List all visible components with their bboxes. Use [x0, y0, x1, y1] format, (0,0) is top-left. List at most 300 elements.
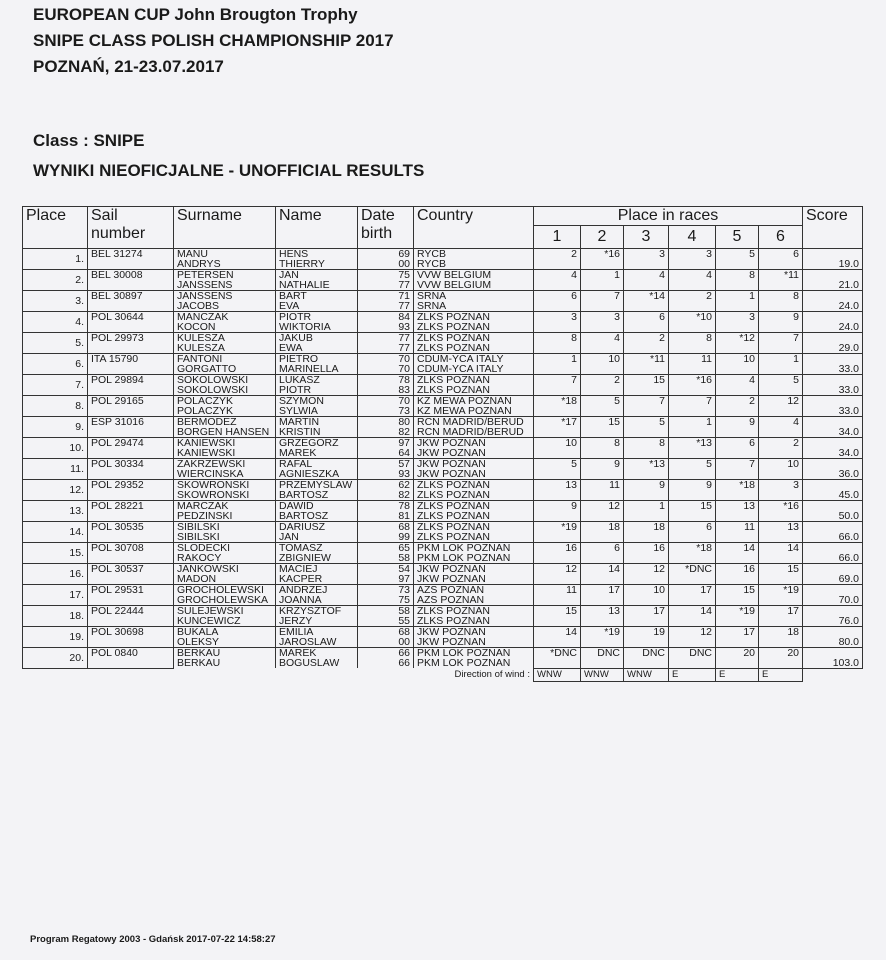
birth-cell: 54 [358, 564, 414, 575]
race-result-cell: 2 [669, 291, 716, 312]
race-number-header: 3 [624, 226, 669, 249]
country-cell: RCN MADRID/BERUD [414, 427, 534, 438]
race-result-cell: 6 [534, 291, 581, 312]
place-cell: 19. [23, 627, 88, 648]
surname-cell: RAKOCY [174, 553, 276, 564]
surname-cell: BORGEN HANSEN [174, 427, 276, 438]
race-result-cell: 15 [534, 606, 581, 627]
birth-cell: 84 [358, 312, 414, 323]
race-result-cell: 9 [759, 312, 803, 333]
wind-direction-value: WNW [534, 668, 581, 681]
table-row [23, 438, 863, 449]
score-cell: 24.0 [803, 312, 863, 333]
surname-cell: SULEJEWSKI [174, 606, 276, 617]
col-header-date-line1: Date [361, 207, 395, 224]
country-cell: JKW POZNAN [414, 459, 534, 470]
birth-cell: 66 [358, 658, 414, 668]
race-result-cell: 16 [534, 543, 581, 564]
race-result-cell: 1 [669, 417, 716, 438]
country-cell: VVW BELGIUM [414, 270, 534, 281]
score-cell: 80.0 [803, 627, 863, 648]
country-cell: RCN MADRID/BERUD [414, 417, 534, 428]
surname-cell: POLACZYK [174, 396, 276, 407]
race-result-cell: 9 [534, 501, 581, 522]
score-cell: 24.0 [803, 291, 863, 312]
score-cell: 34.0 [803, 438, 863, 459]
name-cell: MARINELLA [276, 364, 358, 375]
race-result-cell: 3 [759, 480, 803, 501]
place-cell: 3. [23, 291, 88, 312]
sail-number-cell: POL 30537 [88, 564, 174, 585]
name-cell: MARTIN [276, 417, 358, 428]
race-result-cell: 7 [716, 459, 759, 480]
race-result-cell: *11 [624, 354, 669, 375]
name-cell: JOANNA [276, 595, 358, 606]
name-cell: RAFAL [276, 459, 358, 470]
place-cell: 11. [23, 459, 88, 480]
race-result-cell: 2 [624, 333, 669, 354]
place-cell: 8. [23, 396, 88, 417]
race-result-cell: 4 [624, 270, 669, 291]
place-cell: 14. [23, 522, 88, 543]
sail-number-cell: POL 29894 [88, 375, 174, 396]
race-result-cell: 1 [716, 291, 759, 312]
sail-number-cell: POL 0840 [88, 648, 174, 669]
birth-cell: 77 [358, 280, 414, 291]
country-cell: PKM LOK POZNAN [414, 543, 534, 554]
birth-cell: 66 [358, 648, 414, 659]
name-cell: GRZEGORZ [276, 438, 358, 449]
place-cell: 5. [23, 333, 88, 354]
surname-cell: SLODECKI [174, 543, 276, 554]
race-result-cell: 4 [669, 270, 716, 291]
race-result-cell: 3 [581, 312, 624, 333]
event-location-date: POZNAŃ, 21-23.07.2017 [33, 57, 224, 76]
birth-cell: 64 [358, 448, 414, 459]
birth-cell: 00 [358, 259, 414, 270]
country-cell: ZLKS POZNAN [414, 312, 534, 323]
sail-number-cell: POL 30698 [88, 627, 174, 648]
table-row [23, 417, 863, 428]
race-result-cell: 17 [581, 585, 624, 606]
race-result-cell: 4 [534, 270, 581, 291]
name-cell: LUKASZ [276, 375, 358, 386]
table-row [23, 396, 863, 407]
name-cell: KRISTIN [276, 427, 358, 438]
surname-cell: JACOBS [174, 301, 276, 312]
score-cell: 69.0 [803, 564, 863, 585]
place-cell: 18. [23, 606, 88, 627]
name-cell: THIERRY [276, 259, 358, 270]
race-result-cell: *18 [534, 396, 581, 417]
race-result-cell: 5 [534, 459, 581, 480]
sail-number-cell: POL 29531 [88, 585, 174, 606]
place-cell: 16. [23, 564, 88, 585]
race-result-cell: 5 [716, 249, 759, 270]
surname-cell: JANKOWSKI [174, 564, 276, 575]
country-cell: PKM LOK POZNAN [414, 648, 534, 659]
race-result-cell: 14 [716, 543, 759, 564]
name-cell: BARTOSZ [276, 490, 358, 501]
race-result-cell: 7 [624, 396, 669, 417]
birth-cell: 97 [358, 438, 414, 449]
race-result-cell: 1 [624, 501, 669, 522]
table-row [23, 585, 863, 596]
race-result-cell: 15 [716, 585, 759, 606]
race-result-cell: 3 [669, 249, 716, 270]
score-cell: 36.0 [803, 459, 863, 480]
surname-cell: KOCON [174, 322, 276, 333]
country-cell: ZLKS POZNAN [414, 522, 534, 533]
surname-cell: GROCHOLEWSKA [174, 595, 276, 606]
name-cell: BARTOSZ [276, 511, 358, 522]
race-result-cell: *11 [759, 270, 803, 291]
birth-cell: 83 [358, 385, 414, 396]
birth-cell: 62 [358, 480, 414, 491]
race-result-cell: *14 [624, 291, 669, 312]
country-cell: KZ MEWA POZNAN [414, 406, 534, 417]
score-cell: 19.0 [803, 249, 863, 270]
name-cell: TOMASZ [276, 543, 358, 554]
name-cell: JAN [276, 532, 358, 543]
race-result-cell: 12 [534, 564, 581, 585]
sail-number-cell: BEL 31274 [88, 249, 174, 270]
surname-cell: SOKOLOWSKI [174, 375, 276, 386]
race-result-cell: *DNC [669, 564, 716, 585]
country-cell: ZLKS POZNAN [414, 511, 534, 522]
race-result-cell: 13 [534, 480, 581, 501]
score-cell: 29.0 [803, 333, 863, 354]
race-result-cell: 5 [759, 375, 803, 396]
race-result-cell: 6 [716, 438, 759, 459]
surname-cell: FANTONI [174, 354, 276, 365]
place-cell: 12. [23, 480, 88, 501]
country-cell: SRNA [414, 291, 534, 302]
wind-row-spacer [803, 668, 863, 681]
race-result-cell: 6 [581, 543, 624, 564]
race-result-cell: 6 [759, 249, 803, 270]
sail-number-cell: BEL 30008 [88, 270, 174, 291]
birth-cell: 73 [358, 406, 414, 417]
race-result-cell: 4 [759, 417, 803, 438]
name-cell: ANDRZEJ [276, 585, 358, 596]
race-number-header: 2 [581, 226, 624, 249]
race-result-cell: 13 [716, 501, 759, 522]
race-result-cell: *19 [581, 627, 624, 648]
name-cell: PIOTR [276, 385, 358, 396]
birth-cell: 97 [358, 574, 414, 585]
name-cell: KRZYSZTOF [276, 606, 358, 617]
race-result-cell: *19 [716, 606, 759, 627]
race-result-cell: 13 [581, 606, 624, 627]
place-cell: 10. [23, 438, 88, 459]
race-result-cell: DNC [581, 648, 624, 669]
surname-cell: ZAKRZEWSKI [174, 459, 276, 470]
sail-number-cell: POL 30708 [88, 543, 174, 564]
country-cell: JKW POZNAN [414, 574, 534, 585]
surname-cell: POLACZYK [174, 406, 276, 417]
birth-cell: 78 [358, 375, 414, 386]
name-cell: NATHALIE [276, 280, 358, 291]
race-result-cell: 17 [624, 606, 669, 627]
country-cell: SRNA [414, 301, 534, 312]
surname-cell: MANU [174, 249, 276, 260]
col-header-surname: Surname [174, 207, 276, 249]
race-result-cell: 18 [581, 522, 624, 543]
race-result-cell: *10 [669, 312, 716, 333]
table-row [23, 291, 863, 302]
table-row [23, 333, 863, 344]
country-cell: ZLKS POZNAN [414, 322, 534, 333]
place-cell: 4. [23, 312, 88, 333]
table-row [23, 606, 863, 617]
country-cell: ZLKS POZNAN [414, 490, 534, 501]
country-cell: CDUM-YCA ITALY [414, 354, 534, 365]
country-cell: ZLKS POZNAN [414, 532, 534, 543]
sail-number-cell: POL 30334 [88, 459, 174, 480]
birth-cell: 71 [358, 291, 414, 302]
race-result-cell: *16 [669, 375, 716, 396]
table-row [23, 543, 863, 554]
wind-direction-value: E [759, 668, 803, 681]
name-cell: BOGUSLAW [276, 658, 358, 668]
birth-cell: 80 [358, 417, 414, 428]
sail-number-cell: POL 22444 [88, 606, 174, 627]
sail-number-cell: POL 29973 [88, 333, 174, 354]
col-header-sail-line2: number [91, 225, 146, 242]
score-cell: 33.0 [803, 354, 863, 375]
surname-cell: BERKAU [174, 648, 276, 659]
wind-row-spacer [23, 668, 358, 681]
table-row [23, 249, 863, 260]
birth-cell: 82 [358, 490, 414, 501]
table-row [23, 270, 863, 281]
footer-program-info: Program Regatowy 2003 - Gdańsk 2017-07-22 14:58:27 [30, 934, 276, 945]
birth-cell: 75 [358, 270, 414, 281]
race-result-cell: *16 [581, 249, 624, 270]
race-result-cell: 12 [669, 627, 716, 648]
surname-cell: OLEKSY [174, 637, 276, 648]
class-label: Class : SNIPE [33, 131, 145, 150]
country-cell: AZS POZNAN [414, 585, 534, 596]
birth-cell: 81 [358, 511, 414, 522]
place-cell: 1. [23, 249, 88, 270]
table-row [23, 564, 863, 575]
race-result-cell: 20 [759, 648, 803, 669]
race-result-cell: 14 [669, 606, 716, 627]
col-header-sail [88, 207, 174, 249]
country-cell: VVW BELGIUM [414, 280, 534, 291]
race-result-cell: 10 [534, 438, 581, 459]
race-result-cell: 7 [759, 333, 803, 354]
race-result-cell: *DNC [534, 648, 581, 669]
country-cell: ZLKS POZNAN [414, 385, 534, 396]
name-cell: MACIEJ [276, 564, 358, 575]
col-header-sail-line1: Sail [91, 207, 118, 224]
name-cell: DARIUSZ [276, 522, 358, 533]
score-cell: 33.0 [803, 375, 863, 396]
surname-cell: GROCHOLEWSKI [174, 585, 276, 596]
birth-cell: 00 [358, 637, 414, 648]
race-result-cell: 16 [624, 543, 669, 564]
birth-cell: 82 [358, 427, 414, 438]
country-cell: KZ MEWA POZNAN [414, 396, 534, 407]
race-result-cell: 5 [624, 417, 669, 438]
table-row [23, 522, 863, 533]
race-result-cell: *19 [759, 585, 803, 606]
surname-cell: BUKALA [174, 627, 276, 638]
race-result-cell: 2 [581, 375, 624, 396]
race-result-cell: 10 [624, 585, 669, 606]
score-cell: 33.0 [803, 396, 863, 417]
name-cell: ZBIGNIEW [276, 553, 358, 564]
col-header-date [358, 207, 414, 249]
birth-cell: 57 [358, 459, 414, 470]
name-cell: JERZY [276, 616, 358, 627]
name-cell: WIKTORIA [276, 322, 358, 333]
score-cell: 103.0 [803, 648, 863, 669]
place-cell: 17. [23, 585, 88, 606]
race-result-cell: 11 [581, 480, 624, 501]
race-result-cell: 2 [716, 396, 759, 417]
race-result-cell: 12 [759, 396, 803, 417]
country-cell: ZLKS POZNAN [414, 375, 534, 386]
birth-cell: 58 [358, 553, 414, 564]
surname-cell: KULESZA [174, 343, 276, 354]
race-result-cell: 8 [624, 438, 669, 459]
name-cell: EVA [276, 301, 358, 312]
wind-direction-value: E [716, 668, 759, 681]
surname-cell: WIERCINSKA [174, 469, 276, 480]
race-result-cell: 8 [716, 270, 759, 291]
birth-cell: 77 [358, 343, 414, 354]
name-cell: PRZEMYSLAW [276, 480, 358, 491]
table-row [23, 501, 863, 512]
score-cell: 70.0 [803, 585, 863, 606]
race-result-cell: DNC [669, 648, 716, 669]
race-result-cell: 14 [581, 564, 624, 585]
surname-cell: GORGATTO [174, 364, 276, 375]
table-row [23, 459, 863, 470]
name-cell: JAROSLAW [276, 637, 358, 648]
race-result-cell: 10 [716, 354, 759, 375]
birth-cell: 55 [358, 616, 414, 627]
surname-cell: MARCZAK [174, 501, 276, 512]
race-result-cell: 9 [624, 480, 669, 501]
race-result-cell: 13 [759, 522, 803, 543]
country-cell: JKW POZNAN [414, 438, 534, 449]
surname-cell: BERKAU [174, 658, 276, 668]
race-result-cell: 14 [759, 543, 803, 564]
race-number-header: 4 [669, 226, 716, 249]
race-number-header: 6 [759, 226, 803, 249]
country-cell: ZLKS POZNAN [414, 501, 534, 512]
race-result-cell: 1 [759, 354, 803, 375]
birth-cell: 99 [358, 532, 414, 543]
race-result-cell: *12 [716, 333, 759, 354]
place-cell: 13. [23, 501, 88, 522]
name-cell: JAKUB [276, 333, 358, 344]
birth-cell: 77 [358, 301, 414, 312]
race-result-cell: 3 [624, 249, 669, 270]
place-cell: 2. [23, 270, 88, 291]
name-cell: EMILIA [276, 627, 358, 638]
birth-cell: 77 [358, 333, 414, 344]
race-result-cell: 1 [534, 354, 581, 375]
name-cell: EWA [276, 343, 358, 354]
place-cell: 6. [23, 354, 88, 375]
country-cell: JKW POZNAN [414, 564, 534, 575]
birth-cell: 70 [358, 364, 414, 375]
country-cell: ZLKS POZNAN [414, 606, 534, 617]
name-cell: AGNIESZKA [276, 469, 358, 480]
place-cell: 20. [23, 648, 88, 669]
birth-cell: 93 [358, 322, 414, 333]
surname-cell: JANSSENS [174, 280, 276, 291]
country-cell: ZLKS POZNAN [414, 333, 534, 344]
race-result-cell: DNC [624, 648, 669, 669]
wind-direction-value: E [669, 668, 716, 681]
country-cell: JKW POZNAN [414, 469, 534, 480]
race-result-cell: 8 [581, 438, 624, 459]
race-result-cell: 1 [581, 270, 624, 291]
race-result-cell: 14 [534, 627, 581, 648]
race-result-cell: 11 [534, 585, 581, 606]
race-result-cell: 17 [669, 585, 716, 606]
country-cell: PKM LOK POZNAN [414, 553, 534, 564]
race-result-cell: 3 [534, 312, 581, 333]
country-cell: CDUM-YCA ITALY [414, 364, 534, 375]
name-cell: KACPER [276, 574, 358, 585]
birth-cell: 69 [358, 249, 414, 260]
race-result-cell: 15 [624, 375, 669, 396]
race-result-cell: 15 [759, 564, 803, 585]
surname-cell: KANIEWSKI [174, 448, 276, 459]
table-row [23, 375, 863, 386]
surname-cell: JANSSENS [174, 291, 276, 302]
name-cell: JAN [276, 270, 358, 281]
surname-cell: BERMODEZ [174, 417, 276, 428]
sail-number-cell: ITA 15790 [88, 354, 174, 375]
surname-cell: KANIEWSKI [174, 438, 276, 449]
name-cell: DAWID [276, 501, 358, 512]
col-header-score: Score [803, 207, 863, 249]
birth-cell: 58 [358, 606, 414, 617]
sail-number-cell: POL 29165 [88, 396, 174, 417]
surname-cell: ANDRYS [174, 259, 276, 270]
race-result-cell: 2 [534, 249, 581, 270]
name-cell: HENS [276, 249, 358, 260]
name-cell: MAREK [276, 648, 358, 659]
sail-number-cell: POL 30535 [88, 522, 174, 543]
race-number-header: 1 [534, 226, 581, 249]
race-result-cell: 12 [581, 501, 624, 522]
country-cell: ZLKS POZNAN [414, 343, 534, 354]
race-result-cell: *13 [624, 459, 669, 480]
birth-cell: 75 [358, 595, 414, 606]
name-cell: PIOTR [276, 312, 358, 323]
race-result-cell: 20 [716, 648, 759, 669]
score-cell: 76.0 [803, 606, 863, 627]
table-row [23, 312, 863, 323]
race-result-cell: 10 [759, 459, 803, 480]
country-cell: JKW POZNAN [414, 637, 534, 648]
race-result-cell: 9 [716, 417, 759, 438]
race-result-cell: 9 [669, 480, 716, 501]
sail-number-cell: POL 28221 [88, 501, 174, 522]
race-result-cell: 18 [759, 627, 803, 648]
wind-direction-row [23, 668, 863, 681]
